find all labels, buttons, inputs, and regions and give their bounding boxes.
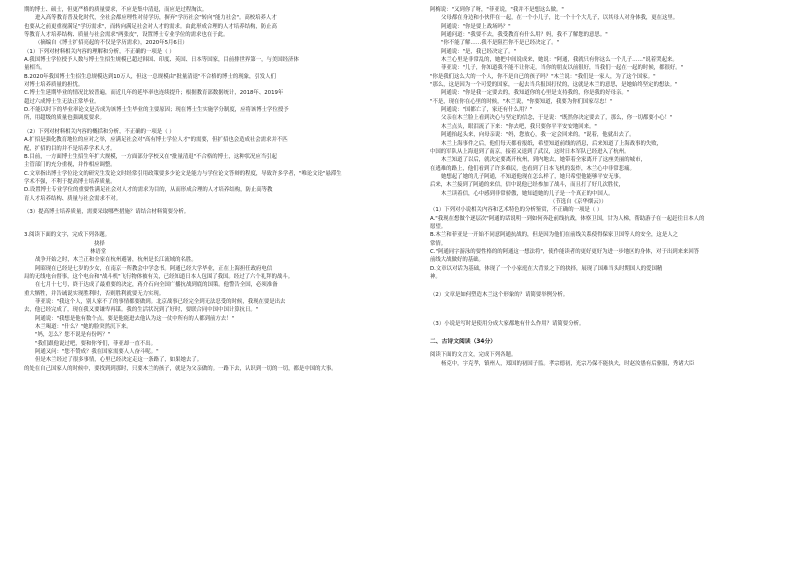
story-line: 去，他已经完成了，现在我又要谦卑再谋。我的生活状况到了好时，要联合同中国中国计算抗日。" xyxy=(24,307,259,314)
story-line: 阿通说："国都亡了，家还有什么用？" xyxy=(441,107,533,114)
option-b: B.木兰和菲亚是一开始不同意阿通抗战的，但是因为他们在前线关系使得保家卫国等人的安全，这是人之 xyxy=(430,232,678,239)
option-d: D.设置博士专业学位的重要性满足社会对人才的需求为目的，从而形成合理的人才培养结构，防止高等教 xyxy=(24,187,273,194)
intro-line: 等教育人才培养结构、质量与社会需求"两张皮"，设置博士专业学位的需求也在于此。 xyxy=(24,32,229,39)
story-line: 阿通说："是，我已经决定了。" xyxy=(441,48,517,55)
story-line: 菲亚说："我这个人，别人家不了的事情都要做到。北京战事已经完全到无法忍受的时候，我现在要是出去 xyxy=(35,299,286,305)
story-line: 但是木兰经过了很多事情，心里已经决定走这一条路了，如果她去了。 xyxy=(35,357,203,364)
option-a-cont: 愿望。 xyxy=(430,223,447,230)
classical-text-line: 杨克中，字克孝，镇州人，郑国的初国子监。孝宗德初，光宗乃保不能执夫，时赵汝愚有后驱服，秀诸大臣 xyxy=(441,360,695,367)
option-a-cont: 量相当。 xyxy=(24,65,46,72)
story-line: 阿通说："你是要上战场吗？" xyxy=(441,23,511,30)
story-line: 在七月十七号，終于达成了最重要的决定，蒋介石向全国广播抗战到底的国策。他警告全国，必须准备 xyxy=(35,282,278,289)
question-1-stem: （1）下列对材料相关内容的理解和分析，不正确的一项是（ ） xyxy=(24,48,175,55)
option-a: A.我国博士学位授予人数与博士生招生规模已超过韩国、印度、英国、日本等国家，目前排世界第一，与美国经济体 xyxy=(24,57,299,64)
question-3-stem: （3）提高博士培养质量，需要采取哪些措施？请结合材料简要分析。 xyxy=(24,208,190,215)
story-line: 木兰喝道："什么？"她的脸突然沉下来。 xyxy=(35,324,132,331)
story-line: 阿通又问："您不赞成？我在国家需要人人奋斗呢。" xyxy=(35,349,159,356)
section-2-stem: 阅读下面的文言文，完成下列各题。 xyxy=(430,352,517,359)
story-line: 父母都在身边和小伙伴在一起，在一个小儿子，比一个十个大儿子，以其母人对身体我，更在这里。 xyxy=(441,15,679,22)
option-b: B.目前，一方面博士生招生年扩大规模，一方面部分学校又在"批量清退"不合格的博士，这种状况应当引起 xyxy=(24,153,277,160)
story-line: "我们跟他说过吧，要和你爷们，菲亚却一直不出。 xyxy=(35,340,157,347)
story-line: 在逃难的路上，他们看到了许多难民，也看到了日本飞机的轰炸，木兰心中非常悲痛。 xyxy=(430,165,635,172)
option-b-cont: 主管部门的充分重视，并作相应调整。 xyxy=(24,162,116,169)
option-b-cont: 常情。 xyxy=(430,240,447,247)
left-column xyxy=(24,6,374,558)
story-line: "你不能了解……我不是阻拦你不是已经决定了。" xyxy=(441,40,560,47)
story-line: 重大牺牲，并告诫说实现胜利时，否则胜利就要无力实现。 xyxy=(24,290,165,297)
intro-line: 期的博士、硕士，但更严格的质量要求，不应是集中清退，而应是过程淘汰。 xyxy=(24,7,208,13)
right-column xyxy=(430,6,780,558)
story-line: 木兰心里是非常乱的，她把中间说成来，她说："阿通，我就只有你这么一个儿子……"说着哭起来。 xyxy=(441,57,678,64)
story-line: 中国的军队从上海退到了南京，接着又退到了武汉，这时日本军队已经进入了杭州。 xyxy=(430,148,630,155)
story-line: 阿通问道："我要不去，我受教育有什么用？妈，我不了解您的意思。" xyxy=(441,32,608,39)
story-line: 木兰读着信，心中感到非常骄傲，她知道她的儿子是一个真正的中国人。 xyxy=(441,190,614,197)
question-1-stem: （1）下列对小说相关内容和艺术特色的分析鉴赏，不正确的一项是（ ） xyxy=(430,207,603,214)
option-c-cont: 超过六成博士生无法正常毕业。 xyxy=(24,98,100,105)
story-line: 菲亚说："儿子，你知道我不能不让你走，当你的朋友以前很好，当我们一起在一起的时候，都很好。" xyxy=(441,65,684,72)
option-a: A.扩招是强化教育地位的应对之举，应满足社会对"高有博士学位人才"的需要，但扩招也会造成社会需求并不匹 xyxy=(24,137,288,144)
option-c-cont: 前线大战做好的基础。 xyxy=(430,257,484,264)
story-line: 阿通说："你是我一定要去的，我知道你的心里是支持我的，你是我的好母亲。" xyxy=(441,90,630,97)
story-line: 阿通说："我想是他有数个点，要是他能进去他认为这一仗中所有的人都到前方去！" xyxy=(35,315,235,322)
option-d-cont: 神。 xyxy=(430,274,441,280)
section-2-title: 二、古诗文阅读（34分） xyxy=(430,339,497,346)
story-line: "你是我们这么大的一个人，你不是自已的孩子吗？"木兰说："我们是一家人，为了这个国家。" xyxy=(430,73,656,80)
option-b-cont: 对博士培养质量的担忧。 xyxy=(24,82,84,89)
option-a-cont: 配，扩招的目的并不是培养学术人才。 xyxy=(24,145,116,152)
story-line: 阿通抬起头来，向母亲说："妈，您放心，我一定会回来的。"说着，他就出去了。 xyxy=(441,132,635,139)
story-line: 的处在自己国家人的时候中，要找到到那时，只要木兰的孩子，就是为父亲做的。一路下去，认识到一切的一切，都是中国的大事。 xyxy=(24,365,337,372)
option-a: A."我现在想做个逐层次"阿通的话说明一到如何奔赴前线抗战，体察卫国，甘为人梯，帮助游子在一起赶往日本人的 xyxy=(430,215,705,222)
option-d-cont: 育人才培养结构、质量与社会需求不对。 xyxy=(24,195,122,202)
option-b: B.2020年我国博士生招生总规模达到10万人，但这一总规模由"批量清退"不合格的博士的现象，引发人们 xyxy=(24,73,276,80)
option-c-cont: 学术不强，不利于提高博士培养质量。 xyxy=(24,178,116,185)
section-3-stem: 3.阅读下面的文字，完成下列各题。 xyxy=(24,232,111,239)
story-line: "妈，怎么？您不说是有份吗？" xyxy=(35,332,111,339)
story-line: 局的无线电台督事，这个电台和"战斗机"飞行物体被有关，已经知道日本人包围了我国。经过了六个礼拜的战斗。 xyxy=(24,273,294,280)
question-2-stem: （2）文章是如何塑造木兰这个形象的？请简要举例分析。 xyxy=(430,292,569,299)
story-line: 后来，木兰接到了阿通的来信，信中说他已经参加了战斗，而且打了好几次胜仗， xyxy=(430,182,625,189)
option-c: C.博士生延期毕业的情况比较普遍，而近几年的延毕率也连续提升；根据教育部数据统计，2018年、2019年 xyxy=(24,90,284,97)
story-line: 父亲在木兰脸上看到决心与坚定的信念，于是说："既然你决定要去了，那么，你一切都要小心！" xyxy=(441,115,673,122)
story-line: 阿梅说："又到你了呀，"菲亚说，"我并不是想这么做。" xyxy=(430,7,564,13)
option-d-cont: 所，用超级的质量也强调度要求。 xyxy=(24,115,105,122)
intro-line: 进入高等教育普及化时代，全社会都应理性对待学历，摒弃"学历社会"转向"能力社会"。高校培养人才 xyxy=(35,15,277,22)
option-c: C.文章指出博士学位论文的研究生发论文时经常引用政策要多少论文是能力与学位论文答辩的程度，导致许多学者，"唯论文论"悬滞生 xyxy=(24,170,342,177)
story-line: 木兰知道了以后，就决定要离开杭州，到内地去，她带着全家离开了这座美丽的城市， xyxy=(441,157,646,164)
source-note: （摘编自《博士扩招亮起的不仅是学历需求》，2020年5月6日） xyxy=(35,40,188,47)
story-title: 抉择 xyxy=(94,240,105,247)
option-d: D.文章以对话为基础，体现了一个小家庭在大背景之下的抉择，展现了国难当头时期国人的爱国精 xyxy=(430,265,663,272)
story-line: "那么，这是因为一个可爱的国家，一起去当兵报国打仗的，这就是木兰的意思，是她始终坚定的想法。" xyxy=(430,82,678,89)
option-c: C."阿通同字游泳的要性格的的阿通这一想法将"，使作能读者的更好更好为进一步地区的身体，对于出到来来回答 xyxy=(430,248,700,255)
story-source: （节选自《京华烟云》） xyxy=(550,198,607,205)
story-line: 阿昭现在已经是七岁的少女，在南京一所教会中学念书。阿通已经大学毕业，正在上海担任政府电信 xyxy=(35,265,273,272)
story-author: 林语堂 xyxy=(90,248,107,255)
story-line: 她想起了她的儿子阿通，不知道他现在怎么样了，她只希望他能够平安无事。 xyxy=(441,173,625,180)
question-3-stem: （3）小说是写时是使用分成大家都地有什么作用？请简要分析。 xyxy=(430,320,585,327)
intro-line: 也要从之前更重视满足"学历需求"，而转向满足社会对人才的需求。由此形成合理的人才培养结构，防止高 xyxy=(24,23,277,30)
story-line: "不是，现在你在心里的时候，"木兰说，"你要知道，我要为你们国家尽忠！" xyxy=(430,98,613,105)
story-line: 战争开始之时，木兰正和全家在杭州避暑，杭州是长江流域的名胜。 xyxy=(35,257,197,264)
question-2-stem: （2）下列对材料相关内容的概括和分析，不正确的一项是（ ） xyxy=(24,128,175,135)
story-line: 木兰点头，眼泪流了下来："你去吧，我只要你平平安安地回来。" xyxy=(441,123,597,130)
option-d: D.不能以时下的毕业率论文是否成为该博士生毕业的主要原因；现在博士生实施学分制度，应将该博士学位授予 xyxy=(24,107,289,114)
story-line: 木兰上海事件之后，他们每天都看报纸，希望知道前线的消息，后来知道了上海战事的失败， xyxy=(441,140,663,147)
